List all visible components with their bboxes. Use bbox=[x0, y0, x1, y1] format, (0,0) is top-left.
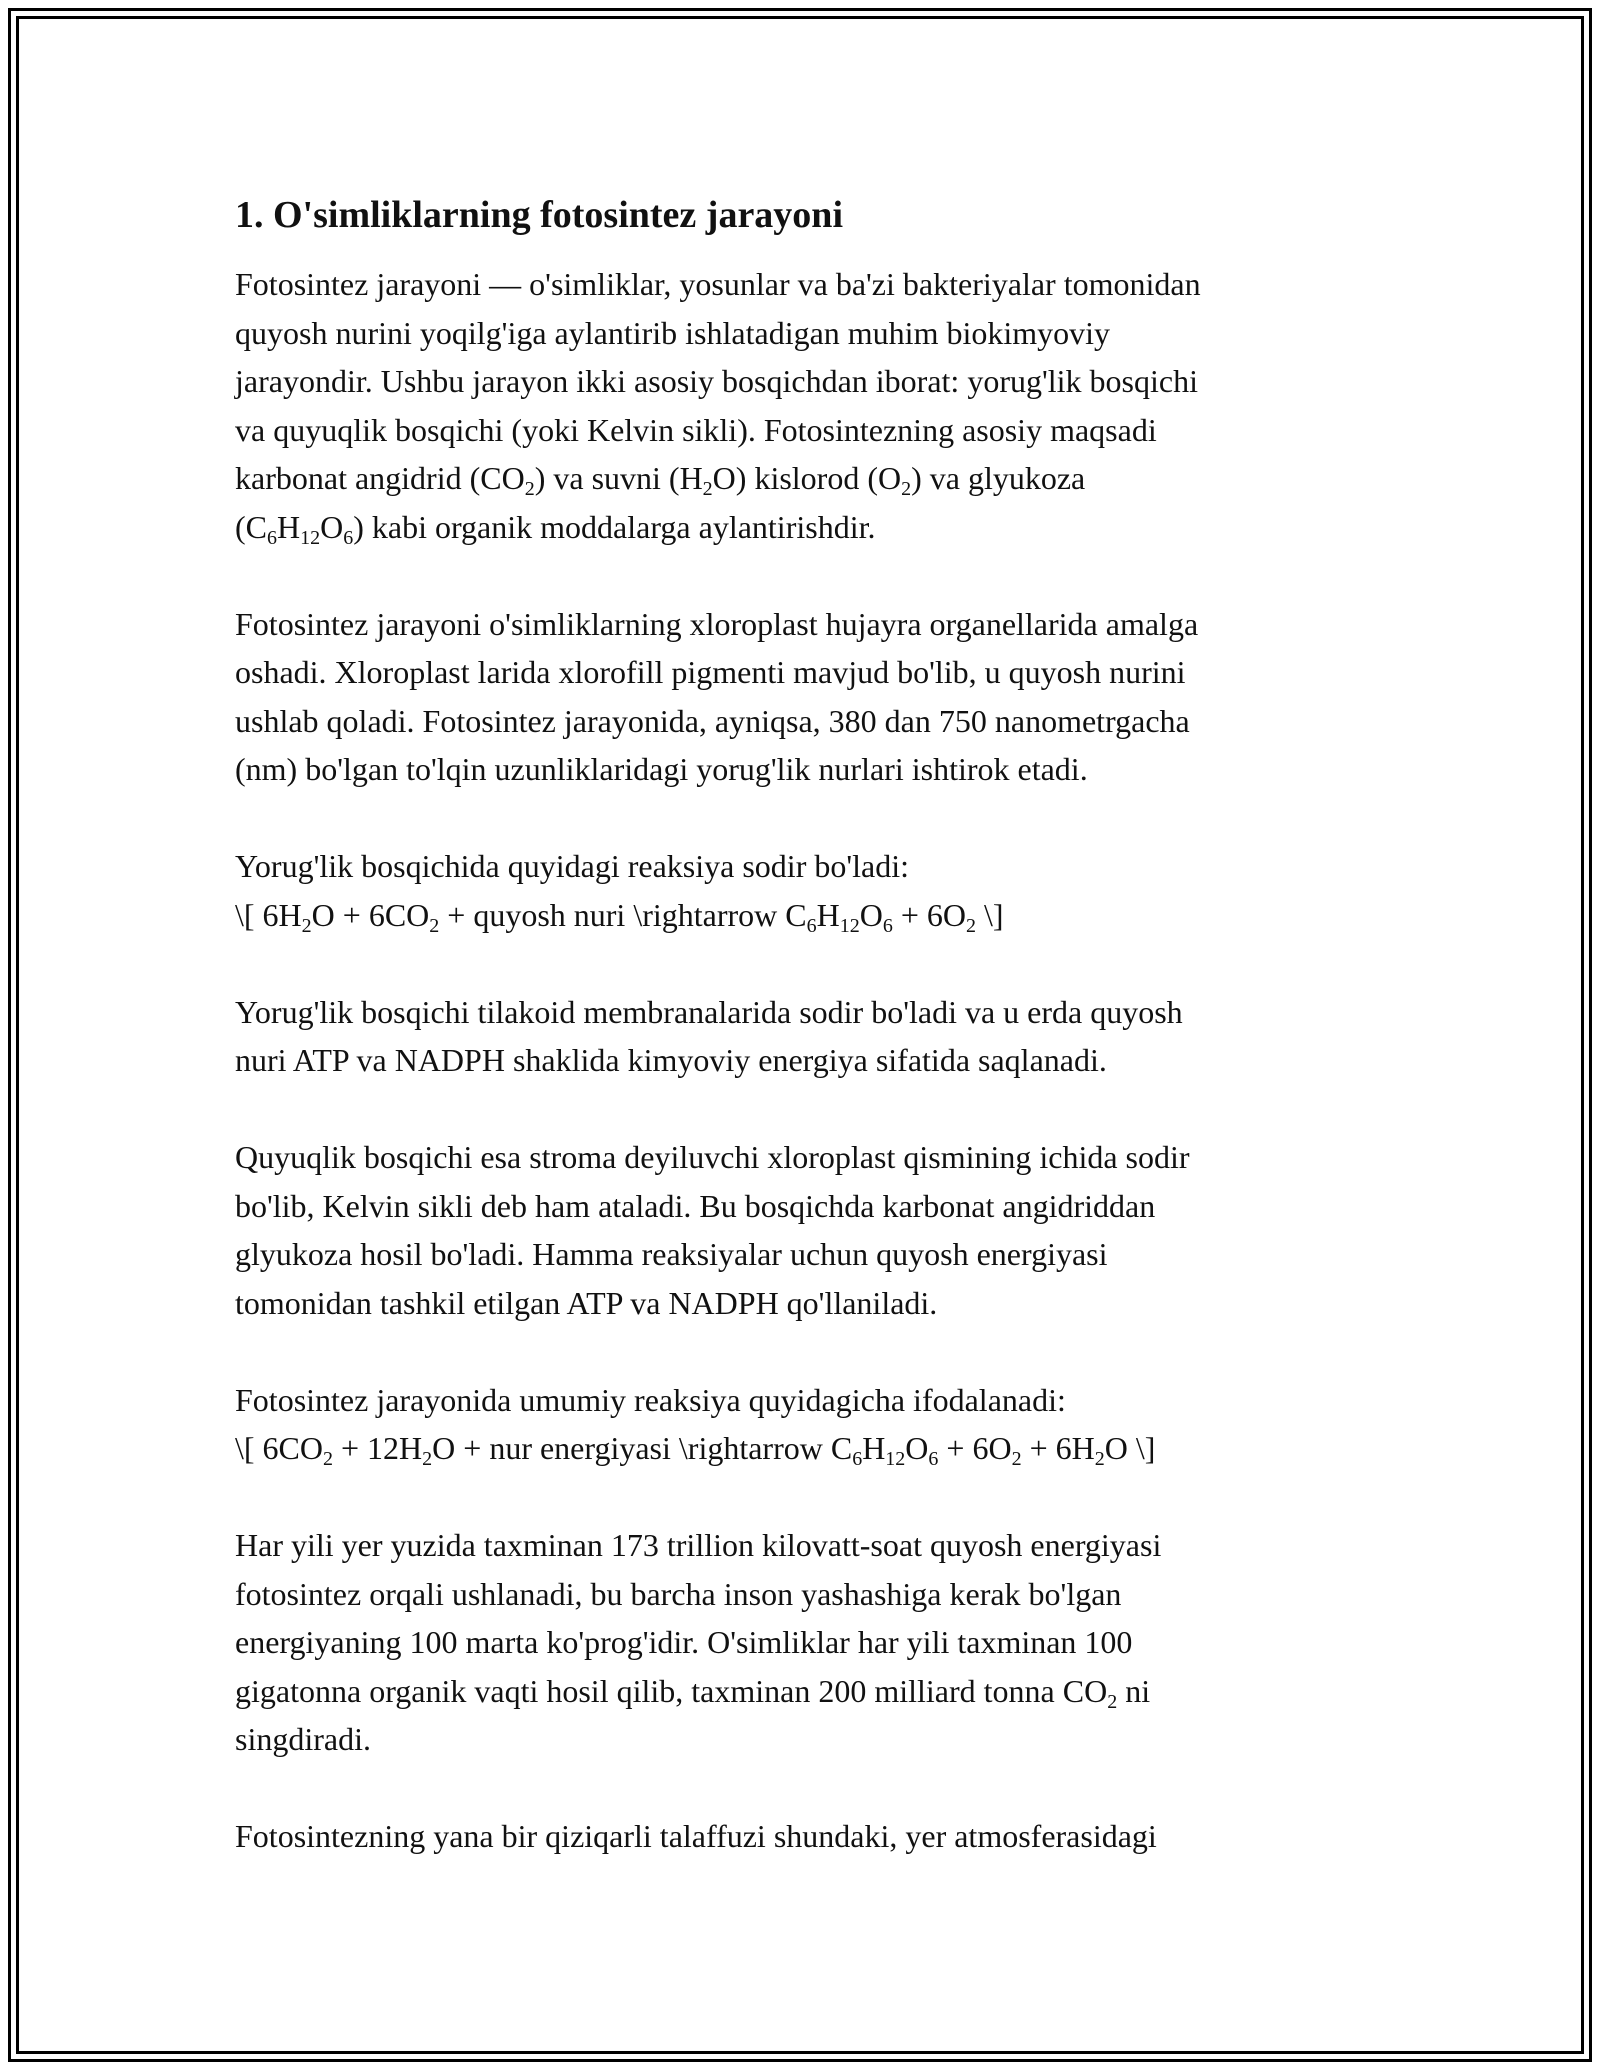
subscript: 2 bbox=[429, 914, 440, 937]
paragraph-chloroplast: Fotosintez jarayoni o'simliklarning xloroplast hujayra organellarida amalga oshadi. Xloroplast larida xlorofill pigmenti mavjud bo'lib, u quyosh nurini ushlab qoladi. Fotosintez jarayonida, ayniqsa, 380 dan 750 nanometrgacha (nm) bo'lgan to'lqin uzunliklaridagi yorug'lik nurlari ishtirok etadi. bbox=[235, 605, 1199, 787]
subscript: 2 bbox=[323, 1448, 333, 1470]
subscript: 2 bbox=[1011, 1448, 1022, 1470]
subscript: 12 bbox=[885, 1448, 906, 1470]
subscript: 6 bbox=[806, 914, 817, 937]
subscript: 2 bbox=[1094, 1448, 1105, 1470]
paragraph-light-reaction: Yorug'lik bosqichida quyidagi reaksiya sodir bo'ladi: \[ $6H_2O + 6CO_2$ + quyosh nuri \rightarrow $C_6H_{12}O_6 + 6O_2$ \] bbox=[235, 848, 1004, 937]
subscript: 6 bbox=[343, 526, 354, 549]
subscript: 2 bbox=[301, 914, 312, 937]
section-heading: 1. O'simliklarning fotosintez jarayoni bbox=[235, 194, 843, 236]
paragraph-overall-reaction: Fotosintez jarayonida umumiy reaksiya quyidagicha ifodalanadi: \[ $6CO_2 + 12H_2O$ + nur energiyasi \rightarrow $C_6H_{12}O_6 + 6O_2 + 6H_2O$ \] bbox=[235, 1381, 1156, 1470]
subscript: 2 bbox=[901, 478, 912, 500]
subscript: 2 bbox=[422, 1448, 433, 1470]
subscript: 2 bbox=[965, 914, 976, 937]
document-body bbox=[235, 190, 1375, 1909]
subscript: 6 bbox=[928, 1448, 939, 1470]
subscript: 2 bbox=[702, 478, 713, 500]
paragraph-thylakoid: Yorug'lik bosqichi tilakoid membranalarida sodir bo'ladi va u erda quyosh nuri ATP va NADPH shaklida kimyoviy energiya sifatida saqlanadi. bbox=[235, 993, 1183, 1078]
subscript: 6 bbox=[882, 914, 893, 937]
subscript: 6 bbox=[852, 1448, 863, 1470]
paragraph-energy-facts: Har yili yer yuzida taxminan 173 trillion kilovatt-soat quyosh energiyasi fotosintez orqali ushlanadi, bu barcha inson yashashiga kerak bo'lgan energiyaning 100 marta ko'prog'idir. O'simliklar har yili taxminan 100 gigatonna organik vaqti hosil qilib, taxminan 200 milliard tonna $CO_2$ ni singdiradi. bbox=[235, 1527, 1162, 1757]
subscript: 2 bbox=[524, 478, 535, 500]
subscript: 12 bbox=[300, 526, 321, 549]
subscript: 2 bbox=[1107, 1690, 1118, 1713]
paragraph-closing: Fotosintezning yana bir qiziqarli talaffuzi shundaki, yer atmosferasidagi bbox=[235, 1818, 1157, 1854]
subscript: 6 bbox=[267, 526, 277, 549]
subscript: 12 bbox=[839, 914, 860, 937]
paragraph-intro: Fotosintez jarayoni — o'simliklar, yosunlar va ba'zi bakteriyalar tomonidan quyosh nurini yoqilg'iga aylantirib ishlatadigan muhim biokimyoviy jarayondir. Ushbu jarayon ikki asosiy bosqichdan iborat: yorug'lik bosqichi va quyuqlik bosqichi (yoki Kelvin sikli). Fotosintezning asosiy maqsadi karbonat angidrid $(CO_2)$ va suvni $(H_2O)$ kislorod $(O_2)$ va glyukoza $(C_6H_{12}O_6)$ kabi organik moddalarga aylantirishdir. bbox=[235, 266, 1201, 549]
paragraph-dark-stage: Quyuqlik bosqichi esa stroma deyiluvchi xloroplast qismining ichida sodir bo'lib, Kelvin sikli deb ham ataladi. Bu bosqichda karbonat angidriddan glyukoza hosil bo'ladi. Hamma reaksiyalar uchun quyosh energiyasi tomonidan tashkil etilgan ATP va NADPH qo'llaniladi. bbox=[235, 1139, 1190, 1321]
